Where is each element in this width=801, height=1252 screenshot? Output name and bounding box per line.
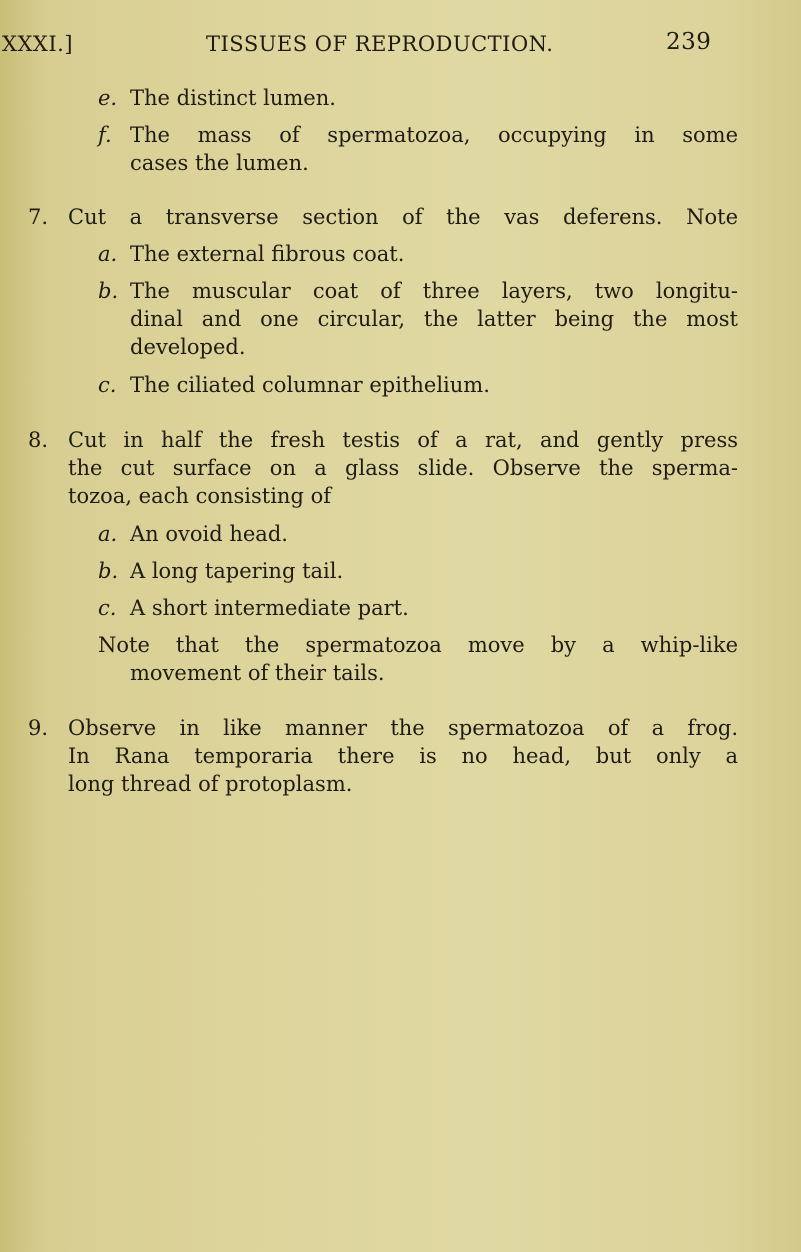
item-letter: e. <box>98 86 118 110</box>
page-number: 239 <box>666 29 712 55</box>
line-text: movement of their tails. <box>130 661 385 685</box>
line-text: The mass of spermatozoa, occupying in some <box>130 123 738 147</box>
item-letter: a. <box>98 242 118 266</box>
line-text: The muscular coat of three layers, two longitu- <box>130 279 738 303</box>
step-number: 8. <box>28 428 49 452</box>
line-text: tozoa, each consisting of <box>68 484 331 508</box>
line-text: An ovoid head. <box>130 522 288 546</box>
step-number: 9. <box>28 716 49 740</box>
line-text: A short intermediate part. <box>130 596 409 620</box>
item-letter: b. <box>98 279 119 303</box>
line-text: In Rana temporaria there is no head, but only a <box>68 744 738 768</box>
item-letter: f. <box>98 123 112 147</box>
line-text: long thread of protoplasm. <box>68 772 353 796</box>
item-letter: b. <box>98 559 119 583</box>
item-letter: c. <box>98 596 117 620</box>
line-text: The external fibrous coat. <box>130 242 405 266</box>
line-text: The ciliated columnar epithelium. <box>130 373 490 397</box>
line-text: developed. <box>130 335 246 359</box>
running-head <box>0 29 801 62</box>
line-text: The distinct lumen. <box>130 86 336 110</box>
line-text: cases the lumen. <box>130 151 309 175</box>
item-letter: a. <box>98 522 118 546</box>
line-text: Observe in like manner the spermatozoa of a frog. <box>68 716 738 740</box>
line-text: Cut a transverse section of the vas deferens. Note <box>68 205 738 229</box>
line-text: A long tapering tail. <box>130 559 344 583</box>
chapter-title: TISSUES OF REPRODUCTION. <box>206 32 554 56</box>
line-text: Cut in half the fresh testis of a rat, and gently press <box>68 428 738 452</box>
line-text: Note that the spermatozoa move by a whip-like <box>98 633 738 657</box>
item-letter: c. <box>98 373 117 397</box>
step-number: 7. <box>28 205 49 229</box>
chapter-number: XXXI.] <box>2 32 74 56</box>
line-text: dinal and one circular, the latter being the most <box>130 307 738 331</box>
line-text: the cut surface on a glass slide. Observe the sperma- <box>68 456 738 480</box>
